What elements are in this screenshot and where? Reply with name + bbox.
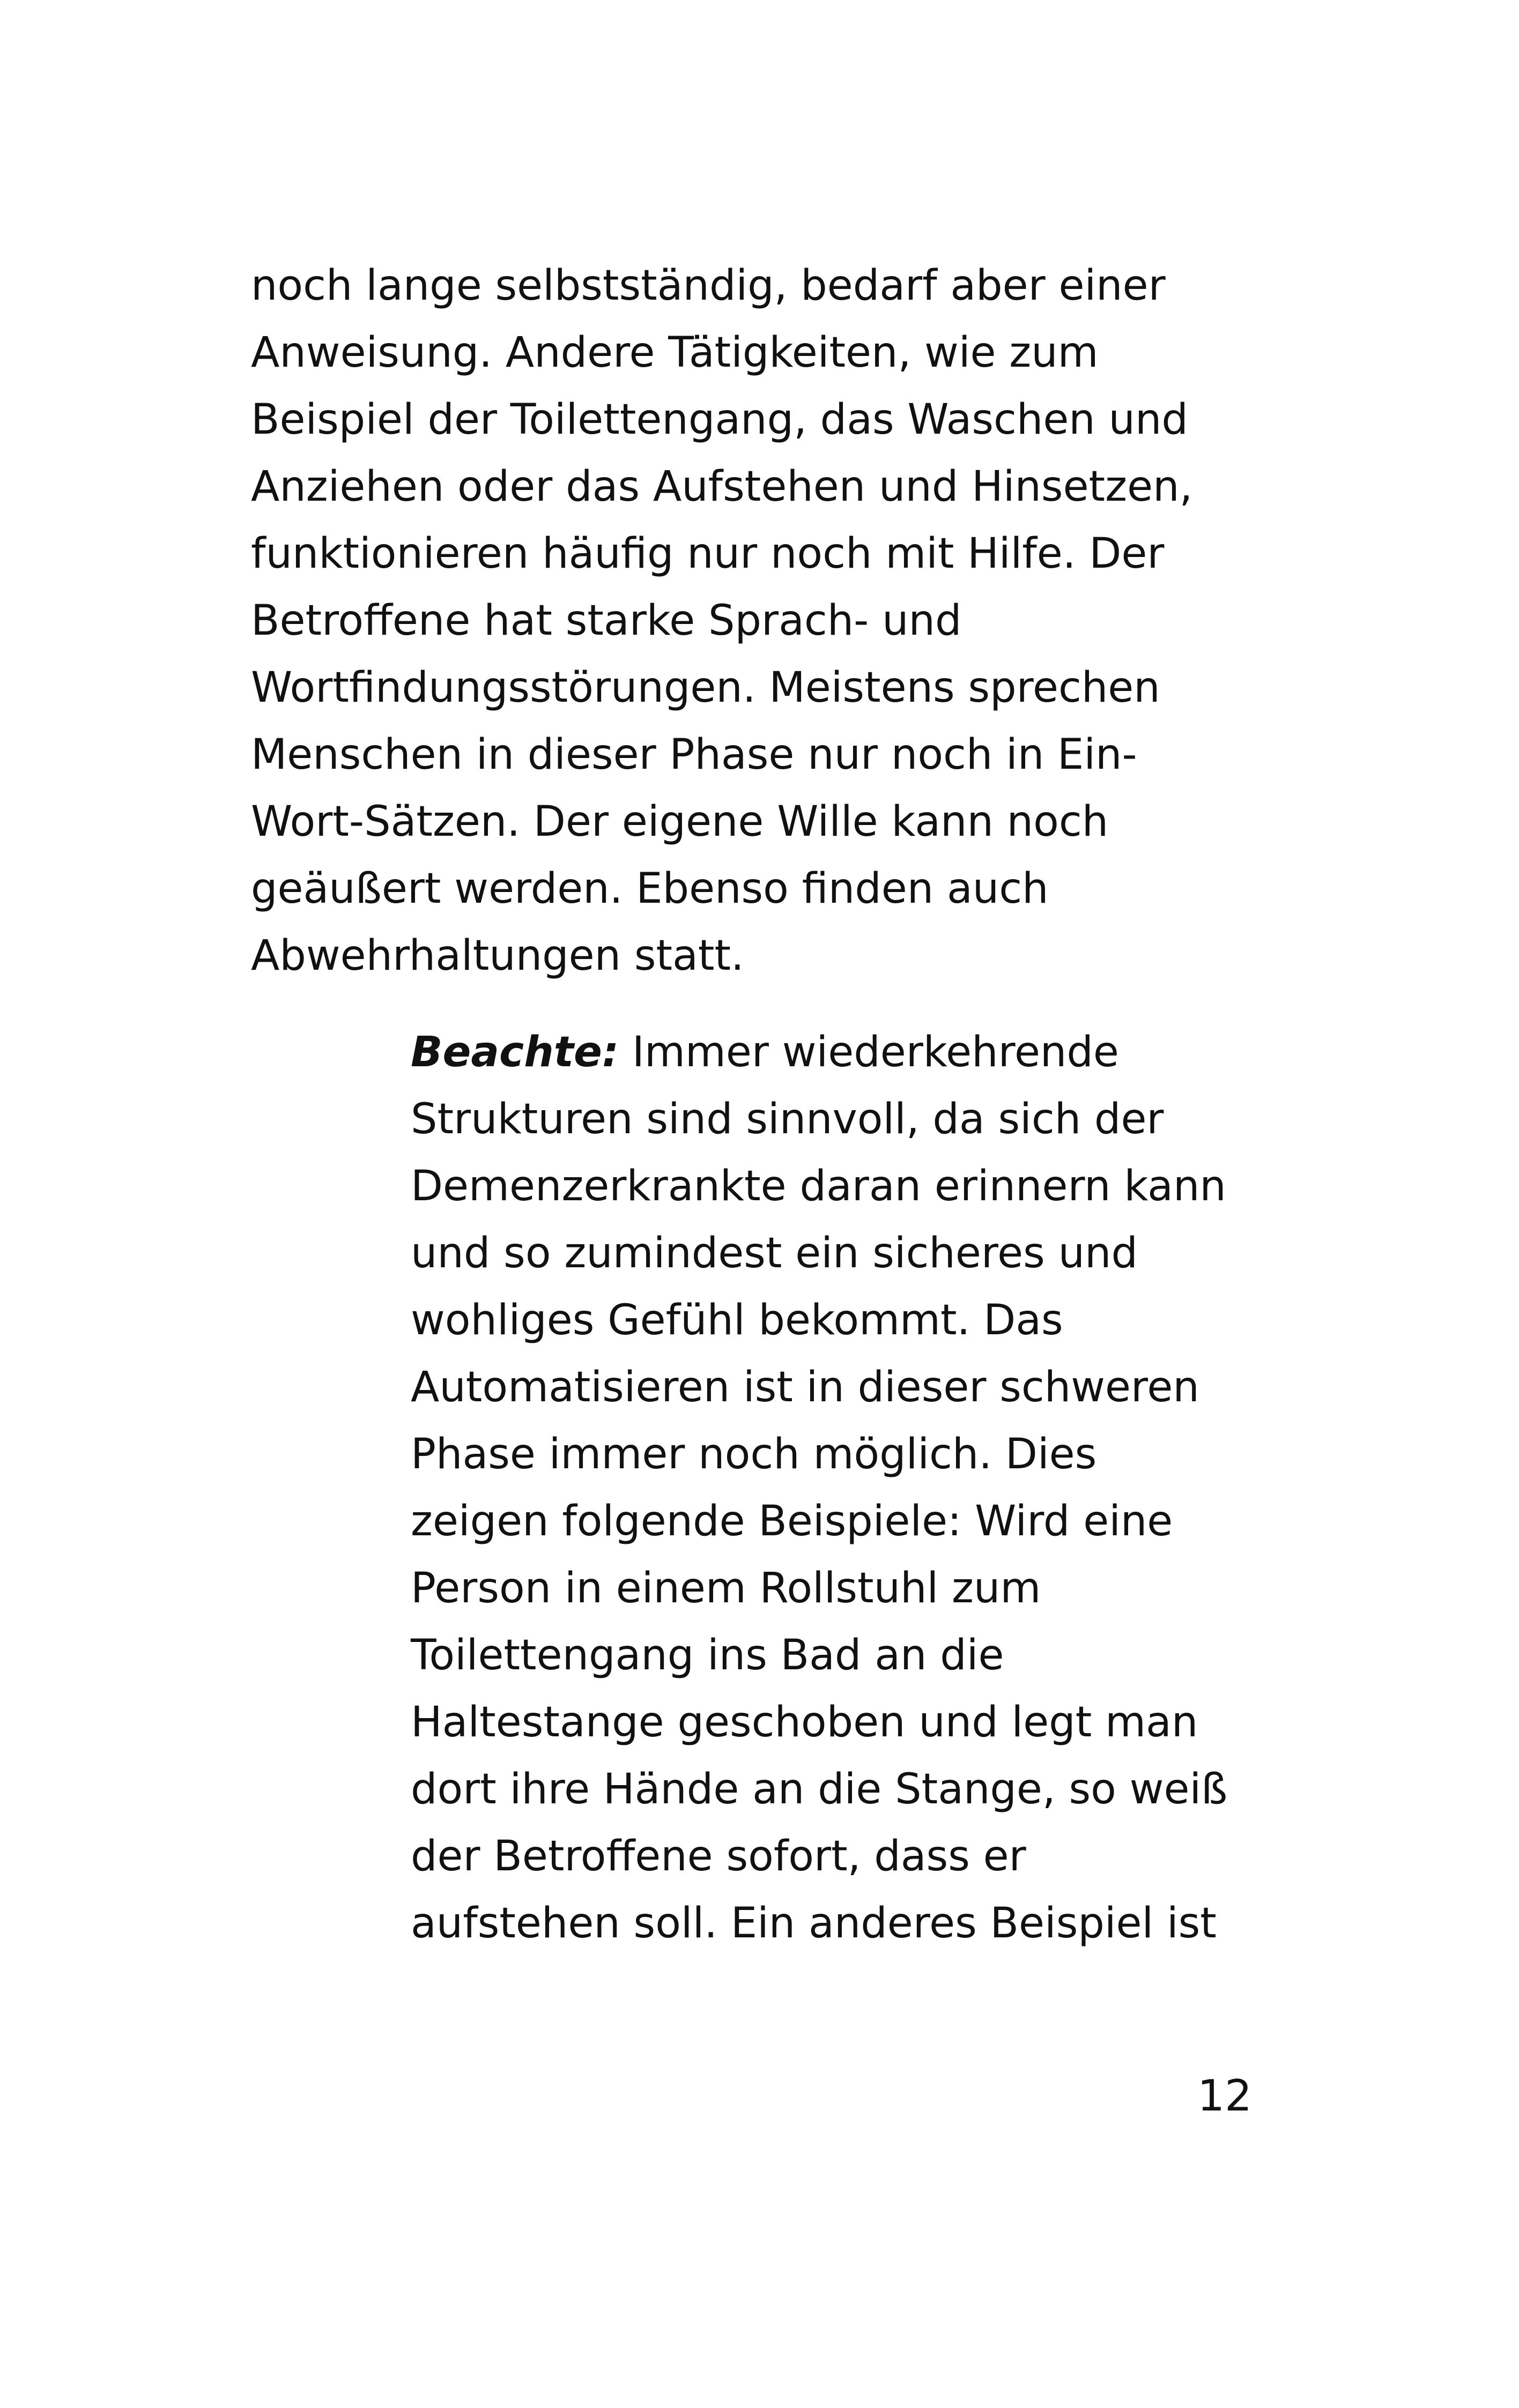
text-line: Anziehen oder das Aufstehen und Hinsetzen, [251, 463, 1193, 511]
note-paragraph [411, 1019, 1290, 1957]
note-line: Phase immer noch möglich. Dies [411, 1430, 1097, 1478]
note-line: Person in einem Rollstuhl zum [411, 1564, 1041, 1612]
text-line: Menschen in dieser Phase nur noch in Ein- [251, 731, 1137, 779]
text-line: Abwehrhaltungen statt. [251, 932, 744, 980]
note-line: Automatisieren ist in dieser schweren [411, 1363, 1199, 1411]
note-label: Beachte: [411, 1028, 619, 1076]
note-line: wohliges Gefühl bekommt. Das [411, 1296, 1063, 1344]
text-line: Wortfindungsstörungen. Meistens sprechen [251, 664, 1160, 712]
note-line: aufstehen soll. Ein anderes Beispiel ist [411, 1899, 1217, 1948]
note-first-line [411, 1019, 1290, 1086]
body-paragraph [251, 252, 1291, 990]
text-line: Beispiel der Toilettengang, das Waschen und [251, 396, 1188, 444]
note-line: und so zumindest ein sicheres und [411, 1229, 1138, 1277]
text-line: noch lange selbstständig, bedarf aber einer [251, 262, 1166, 310]
text-line: Wort-Sätzen. Der eigene Wille kann noch [251, 798, 1109, 846]
note-line: der Betroffene sofort, dass er [411, 1832, 1026, 1881]
text-line: geäußert werden. Ebenso finden auch [251, 865, 1049, 913]
note-line: zeigen folgende Beispiele: Wird eine [411, 1497, 1173, 1545]
text-line: funktionieren häufig nur noch mit Hilfe. Der [251, 530, 1165, 578]
note-line: Toilettengang ins Bad an die [411, 1631, 1004, 1679]
note-line: Haltestange geschoben und legt man [411, 1698, 1198, 1746]
note-line: Strukturen sind sinnvoll, da sich der [411, 1095, 1164, 1143]
note-first-line-text: Immer wiederkehrende [619, 1028, 1119, 1076]
note-line: dort ihre Hände an die Stange, so weiß [411, 1765, 1228, 1814]
text-line: Betroffene hat starke Sprach- und [251, 597, 962, 645]
text-line: Anweisung. Andere Tätigkeiten, wie zum [251, 329, 1099, 377]
note-line: Demenzerkrankte daran erinnern kann [411, 1162, 1226, 1210]
page-number: 12 [1197, 2071, 1252, 2121]
